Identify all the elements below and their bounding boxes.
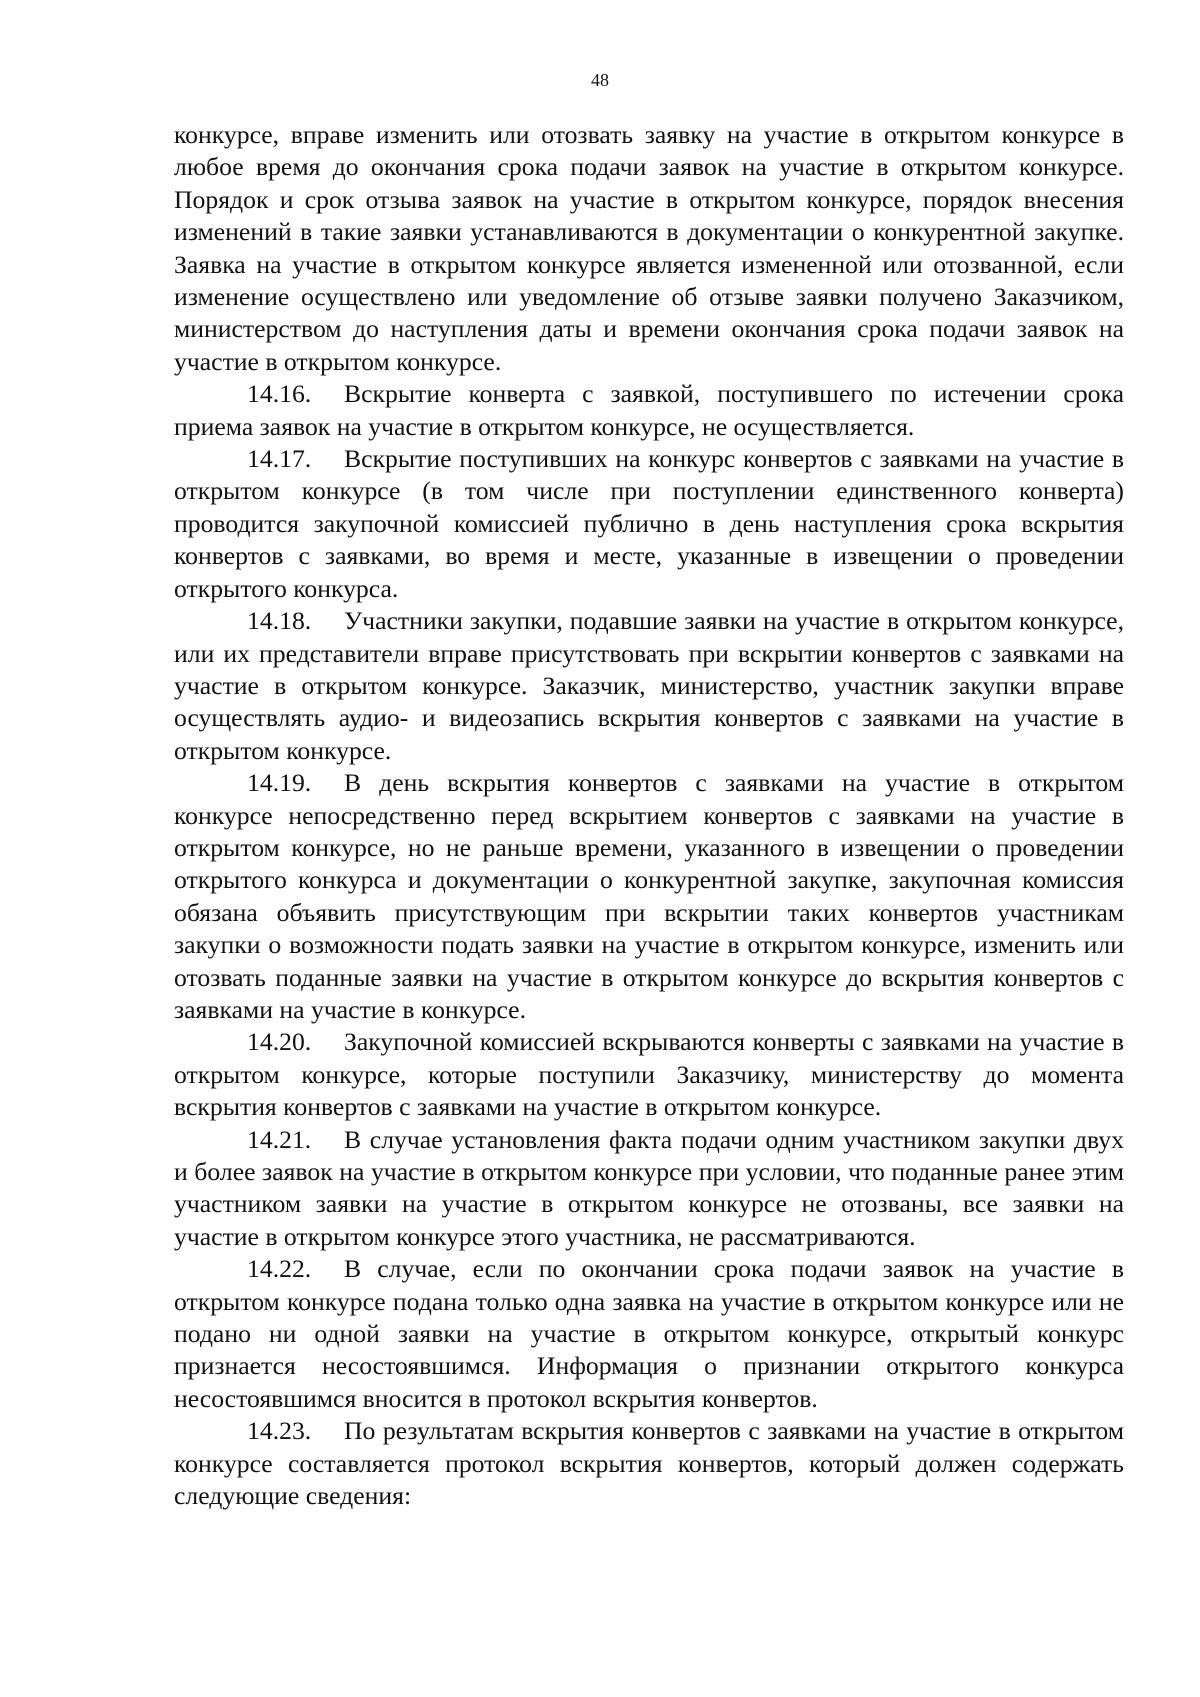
clause-text: В случае, если по окончании срока подачи заявок на участие в открытом конкурсе подана только одна заявка на участие в открытом конкурсе или не подано ни одной заявки на участие в открытом конкурсе, открытый конкурс признается несостоявшимся. Информация о признании открытого конкурса несостоявшимся вносится в протокол вскрытия конвертов. xyxy=(174,1254,1124,1413)
clause-text: Вскрытие конверта с заявкой, поступившего по истечении срока приема заявок на участие в открытом конкурсе, не осуществляется. xyxy=(174,379,1124,441)
intro-paragraph: конкурсе, вправе изменить или отозвать заявку на участие в открытом конкурсе в любое время до окончания срока подачи заявок на участие в открытом конкурсе. Порядок и срок отзыва заявок на участие в открытом конкурсе, порядок внесения изменений в такие заявки устанавливаются в документации о конкурентной закупке. Заявка на участие в открытом конкурсе является измененной или отозванной, если изменение осуществлено или уведомление об отзыве заявки получено Заказчиком, министерством до наступления даты и времени окончания срока подачи заявок на участие в открытом конкурсе. xyxy=(174,120,1124,376)
clause-number: 14.20. xyxy=(247,1027,312,1057)
clause-14-17 xyxy=(174,443,1124,605)
clause-14-21 xyxy=(174,1124,1124,1254)
clause-text: Вскрытие поступивших на конкурс конвертов с заявками на участие в открытом конкурсе (в том числе при поступлении единственного конверта) проводится закупочной комиссией публично в день наступления срока вскрытия конвертов с заявками, во время и месте, указанные в извещении о проведении открытого конкурса. xyxy=(174,444,1124,603)
document-body xyxy=(174,119,1124,1512)
clause-text: По результатам вскрытия конвертов с заявками на участие в открытом конкурсе составляется протокол вскрытия конвертов, который должен содержать следующие сведения: xyxy=(174,1416,1124,1511)
clause-text: В случае установления факта подачи одним участником закупки двух и более заявок на участие в открытом конкурсе при условии, что поданные ранее этим участником заявки на участие в открытом конкурсе не отозваны, все заявки на участие в открытом конкурсе этого участника, не рассматриваются. xyxy=(174,1124,1124,1251)
clause-text: Закупочной комиссией вскрываются конверты с заявками на участие в открытом конкурсе, которые поступили Заказчику, министерству до момента вскрытия конвертов с заявками на участие в открытом конкурсе. xyxy=(174,1027,1124,1122)
clause-text: В день вскрытия конвертов с заявками на участие в открытом конкурсе непосредственно перед вскрытием конвертов с заявками на участие в открытом конкурсе, но не раньше времени, указанного в извещении о проведении открытого конкурса и документации о конкурентной закупке, закупочная комиссия обязана объявить присутствующим при вскрытии таких конвертов участникам закупки о возможности подать заявки на участие в открытом конкурсе, изменить или отозвать поданные заявки на участие в открытом конкурсе до вскрытия конвертов с заявками на участие в конкурсе. xyxy=(174,768,1124,1024)
clause-number: 14.18. xyxy=(247,606,312,636)
clause-14-22 xyxy=(174,1253,1124,1415)
clause-number: 14.23. xyxy=(247,1416,312,1446)
clause-14-16 xyxy=(174,378,1124,443)
clause-number: 14.21. xyxy=(247,1124,312,1154)
clause-number: 14.19. xyxy=(247,768,312,798)
clause-number: 14.17. xyxy=(247,444,312,474)
clause-number: 14.22. xyxy=(247,1254,312,1284)
clause-14-18 xyxy=(174,605,1124,767)
clause-text: Участники закупки, подавшие заявки на участие в открытом конкурсе, или их представители вправе присутствовать при вскрытии конвертов с заявками на участие в открытом конкурсе. Заказчик, министерство, участник закупки вправе осуществлять аудио- и видеозапись вскрытия конвертов с заявками на участие в открытом конкурсе. xyxy=(174,606,1124,765)
clause-14-19 xyxy=(174,767,1124,1026)
clause-14-23 xyxy=(174,1415,1124,1512)
clause-14-20 xyxy=(174,1026,1124,1123)
page-number: 48 xyxy=(591,70,609,90)
clause-number: 14.16. xyxy=(247,379,312,409)
